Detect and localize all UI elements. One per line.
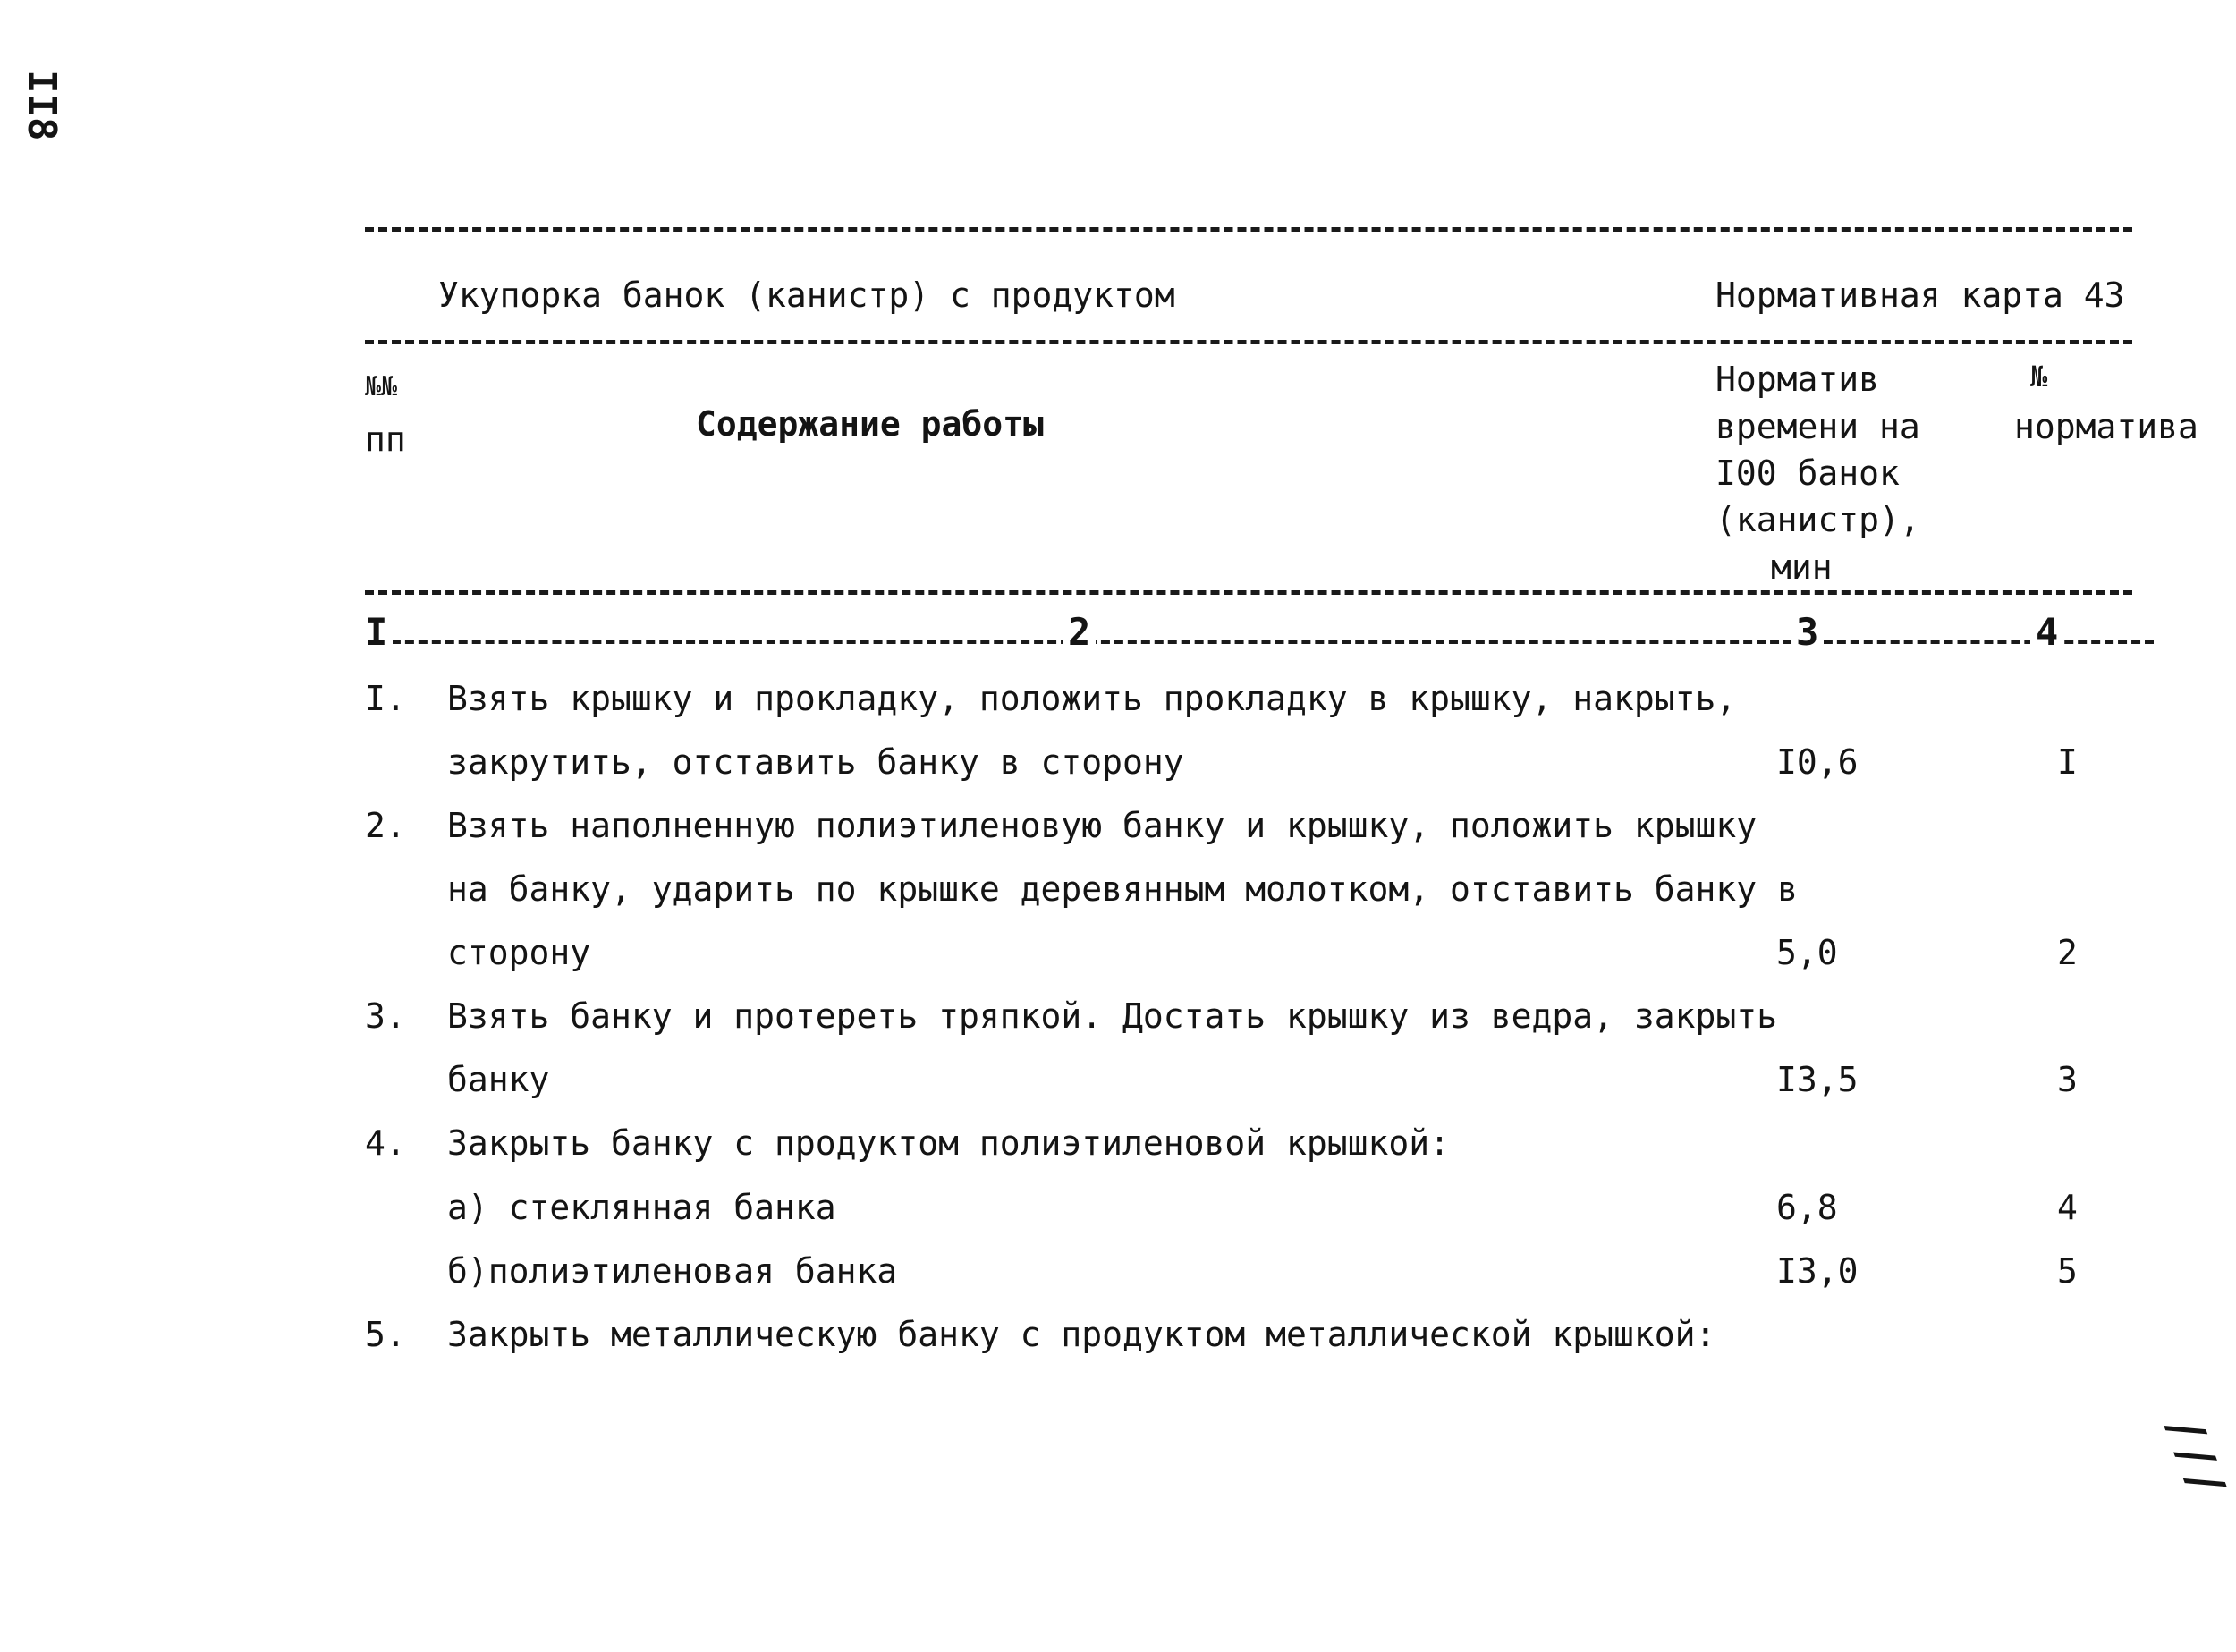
col-header-num-2: норматива — [2014, 407, 2198, 446]
divider-header — [365, 340, 2132, 344]
divider-columns — [365, 590, 2132, 595]
row-3-line-1: Взять банку и протереть тряпкой. Достать крышку из ведра, закрыть — [447, 996, 1778, 1036]
row-4b-time: I3,0 — [1776, 1251, 1859, 1291]
row-4a-line-1: а) стеклянная банка — [447, 1188, 836, 1227]
row-2-time: 5,0 — [1776, 933, 1838, 972]
col-number-4: 4 — [2030, 614, 2063, 651]
col-header-norm-line-2: времени на — [1715, 407, 1920, 446]
row-4-number: 4. — [365, 1123, 406, 1163]
col-header-norm-line-4: (канистр), — [1715, 500, 1920, 539]
row-5-number: 5. — [365, 1315, 406, 1354]
col-header-no-1: №№ — [365, 371, 398, 402]
col-header-no-2: пп — [365, 419, 406, 459]
row-2-line-2: на банку, ударить по крышке деревянным молотком, отставить банку в — [447, 869, 1798, 909]
col-number-3: 3 — [1791, 614, 1824, 651]
row-3-number: 3. — [365, 996, 406, 1036]
row-4a-norm: 4 — [2057, 1188, 2078, 1227]
row-4b-norm: 5 — [2057, 1251, 2078, 1291]
col-number-2: 2 — [1063, 614, 1096, 651]
table-title: Укупорка банок (канистр) с продуктом — [438, 275, 1175, 315]
row-2-line-3: сторону — [447, 933, 591, 972]
row-4b-line-1: б)полиэтиленовая банка — [447, 1251, 898, 1291]
row-4-line-1: Закрыть банку с продуктом полиэтиленовой крышкой: — [447, 1123, 1451, 1163]
row-3-norm: 3 — [2057, 1060, 2078, 1099]
row-3-line-2: банку — [447, 1060, 550, 1099]
row-1-line-1: Взять крышку и прокладку, положить прокладку в крышку, накрыть, — [447, 679, 1737, 718]
divider-column-numbers — [365, 640, 2154, 644]
divider-top — [365, 227, 2132, 232]
row-3-time: I3,5 — [1776, 1060, 1859, 1099]
row-2-number: 2. — [365, 806, 406, 845]
margin-hatch-mark: /// — [2156, 1407, 2236, 1505]
row-2-line-1: Взять наполненную полиэтиленовую банку и крышку, положить крышку — [447, 806, 1757, 845]
col-header-content: Содержание работы — [696, 404, 1044, 444]
row-1-time: I0,6 — [1776, 742, 1859, 782]
col-header-num-1: № — [2030, 360, 2048, 394]
row-1-norm: I — [2057, 742, 2078, 782]
normative-card-number: Нормативная карта 43 — [1715, 275, 2125, 315]
col-header-norm-line-5: мин — [1771, 547, 1833, 587]
row-2-norm: 2 — [2057, 933, 2078, 972]
col-number-1: I — [365, 614, 393, 651]
col-header-norm-line-1: Норматив — [1715, 360, 1880, 399]
row-1-line-2: закрутить, отставить банку в сторону — [447, 742, 1184, 782]
row-5-line-1: Закрыть металлическую банку с продуктом металлической крышкой: — [447, 1315, 1716, 1354]
col-header-norm-line-3: I00 банок — [1715, 453, 1900, 493]
row-1-number: I. — [365, 679, 406, 718]
page-number: II8 — [19, 70, 64, 141]
row-4a-time: 6,8 — [1776, 1188, 1838, 1227]
